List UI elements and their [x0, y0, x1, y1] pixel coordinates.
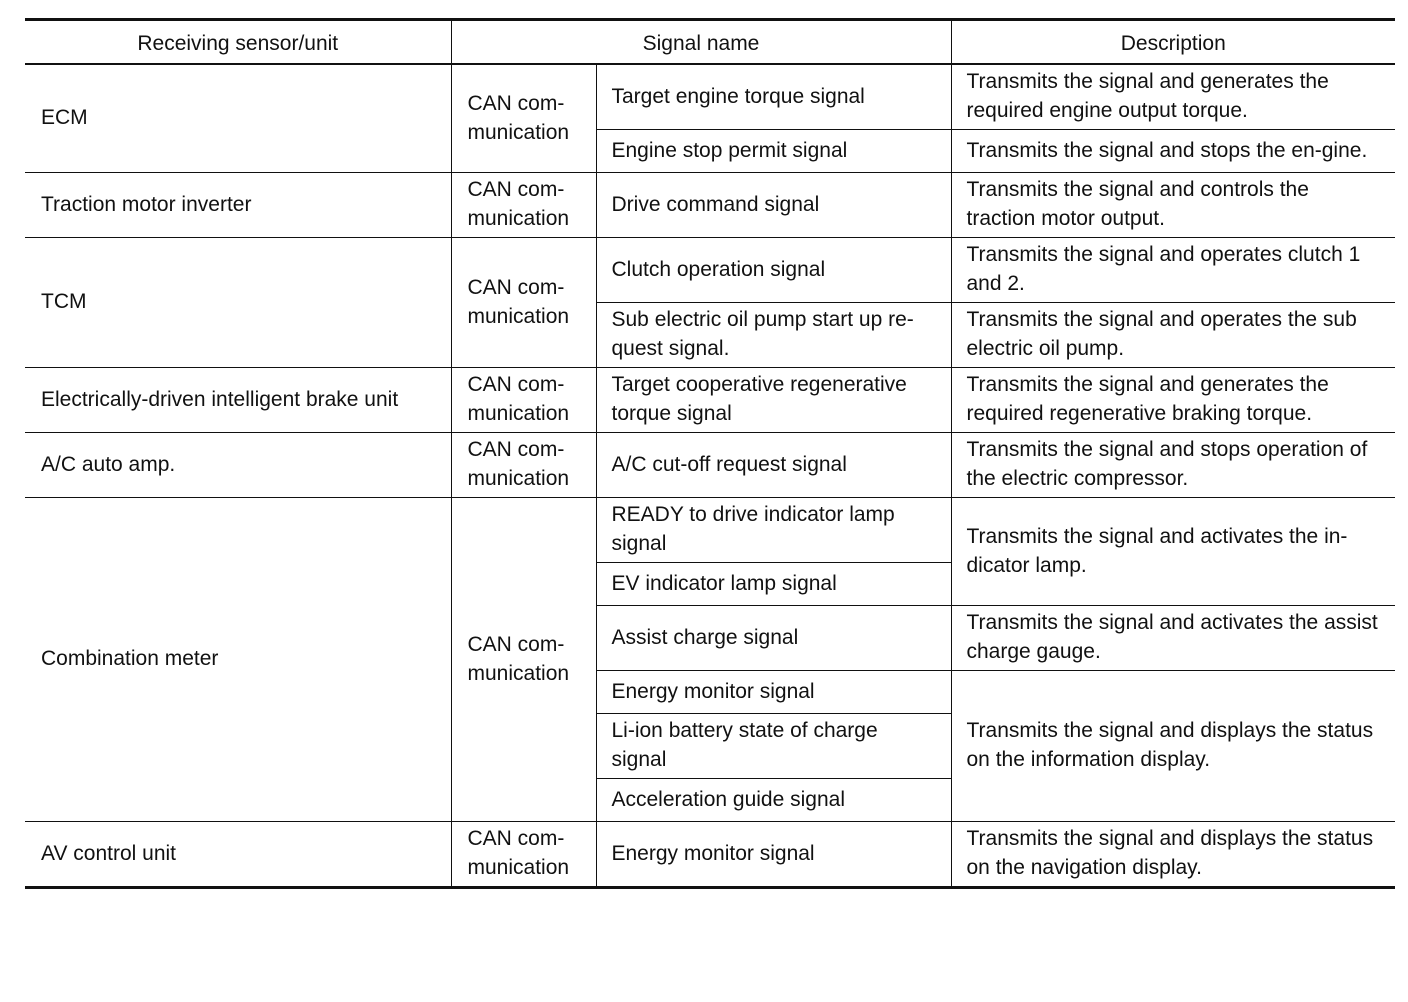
table-row	[25, 173, 1395, 238]
signal-cell: READY to drive indicator lamp signal	[596, 498, 951, 563]
description-cell: Transmits the signal and generates the required regenerative braking torque.	[951, 368, 1395, 433]
signal-cell: Energy monitor signal	[596, 671, 951, 714]
table-row	[25, 64, 1395, 130]
comm-line: CAN com-	[467, 275, 565, 299]
description-cell: Transmits the signal and operates clutch 1 and 2.	[951, 238, 1395, 303]
unit-cell: AV control unit	[25, 822, 451, 888]
signal-cell: Engine stop permit signal	[596, 130, 951, 173]
description-cell: Transmits the signal and stops operation of the electric compressor.	[951, 433, 1395, 498]
description-cell: Transmits the signal and stops the en-gine.	[951, 130, 1395, 173]
signal-table-page	[25, 18, 1395, 889]
comm-cell	[451, 238, 596, 368]
comm-line: munication	[467, 402, 570, 425]
comm-cell	[451, 822, 596, 888]
signal-cell: Energy monitor signal	[596, 822, 951, 888]
comm-line: munication	[467, 661, 570, 685]
comm-cell	[451, 368, 596, 433]
comm-cell	[451, 173, 596, 238]
comm-line: CAN com-	[467, 632, 565, 656]
signal-cell: Target cooperative regenerative torque signal	[596, 368, 951, 433]
unit-cell: ECM	[25, 64, 451, 173]
signal-cell: Li-ion battery state of charge signal	[596, 714, 951, 779]
signal-cell: Clutch operation signal	[596, 238, 951, 303]
description-cell: Transmits the signal and activates the in-dicator lamp.	[951, 498, 1395, 606]
comm-line: munication	[467, 856, 570, 879]
unit-cell: Electrically-driven intelligent brake unit	[25, 368, 451, 433]
signal-cell: Target engine torque signal	[596, 64, 951, 130]
description-cell: Transmits the signal and displays the status on the information display.	[951, 671, 1395, 822]
signal-cell: Drive command signal	[596, 173, 951, 238]
description-cell: Transmits the signal and controls the traction motor output.	[951, 173, 1395, 238]
description-cell: Transmits the signal and operates the sub electric oil pump.	[951, 303, 1395, 368]
header-signal-name: Signal name	[451, 20, 951, 65]
comm-line: munication	[467, 304, 570, 328]
comm-line: CAN com-	[467, 827, 565, 850]
signal-cell: EV indicator lamp signal	[596, 563, 951, 606]
table-header-row	[25, 20, 1395, 65]
comm-cell	[451, 433, 596, 498]
unit-cell: Combination meter	[25, 498, 451, 822]
comm-line: munication	[467, 207, 570, 230]
unit-cell: A/C auto amp.	[25, 433, 451, 498]
comm-cell	[451, 498, 596, 822]
table-row	[25, 433, 1395, 498]
comm-line: munication	[467, 467, 570, 490]
table-row	[25, 368, 1395, 433]
comm-line: CAN com-	[467, 178, 565, 201]
unit-cell: Traction motor inverter	[25, 173, 451, 238]
table-row	[25, 498, 1395, 563]
comm-line: CAN com-	[467, 373, 565, 396]
signal-cell: A/C cut-off request signal	[596, 433, 951, 498]
unit-cell: TCM	[25, 238, 451, 368]
signal-cell: Sub electric oil pump start up re-quest signal.	[596, 303, 951, 368]
description-cell: Transmits the signal and generates the required engine output torque.	[951, 64, 1395, 130]
header-receiving-unit: Receiving sensor/unit	[25, 20, 451, 65]
signal-cell: Acceleration guide signal	[596, 779, 951, 822]
comm-line: CAN com-	[467, 91, 565, 115]
comm-cell	[451, 64, 596, 173]
can-signal-table	[25, 18, 1395, 889]
comm-line: munication	[467, 120, 570, 144]
table-row	[25, 822, 1395, 888]
description-cell: Transmits the signal and displays the status on the navigation display.	[951, 822, 1395, 888]
table-row	[25, 238, 1395, 303]
description-cell: Transmits the signal and activates the assist charge gauge.	[951, 606, 1395, 671]
header-description: Description	[951, 20, 1395, 65]
comm-line: CAN com-	[467, 438, 565, 461]
signal-cell: Assist charge signal	[596, 606, 951, 671]
